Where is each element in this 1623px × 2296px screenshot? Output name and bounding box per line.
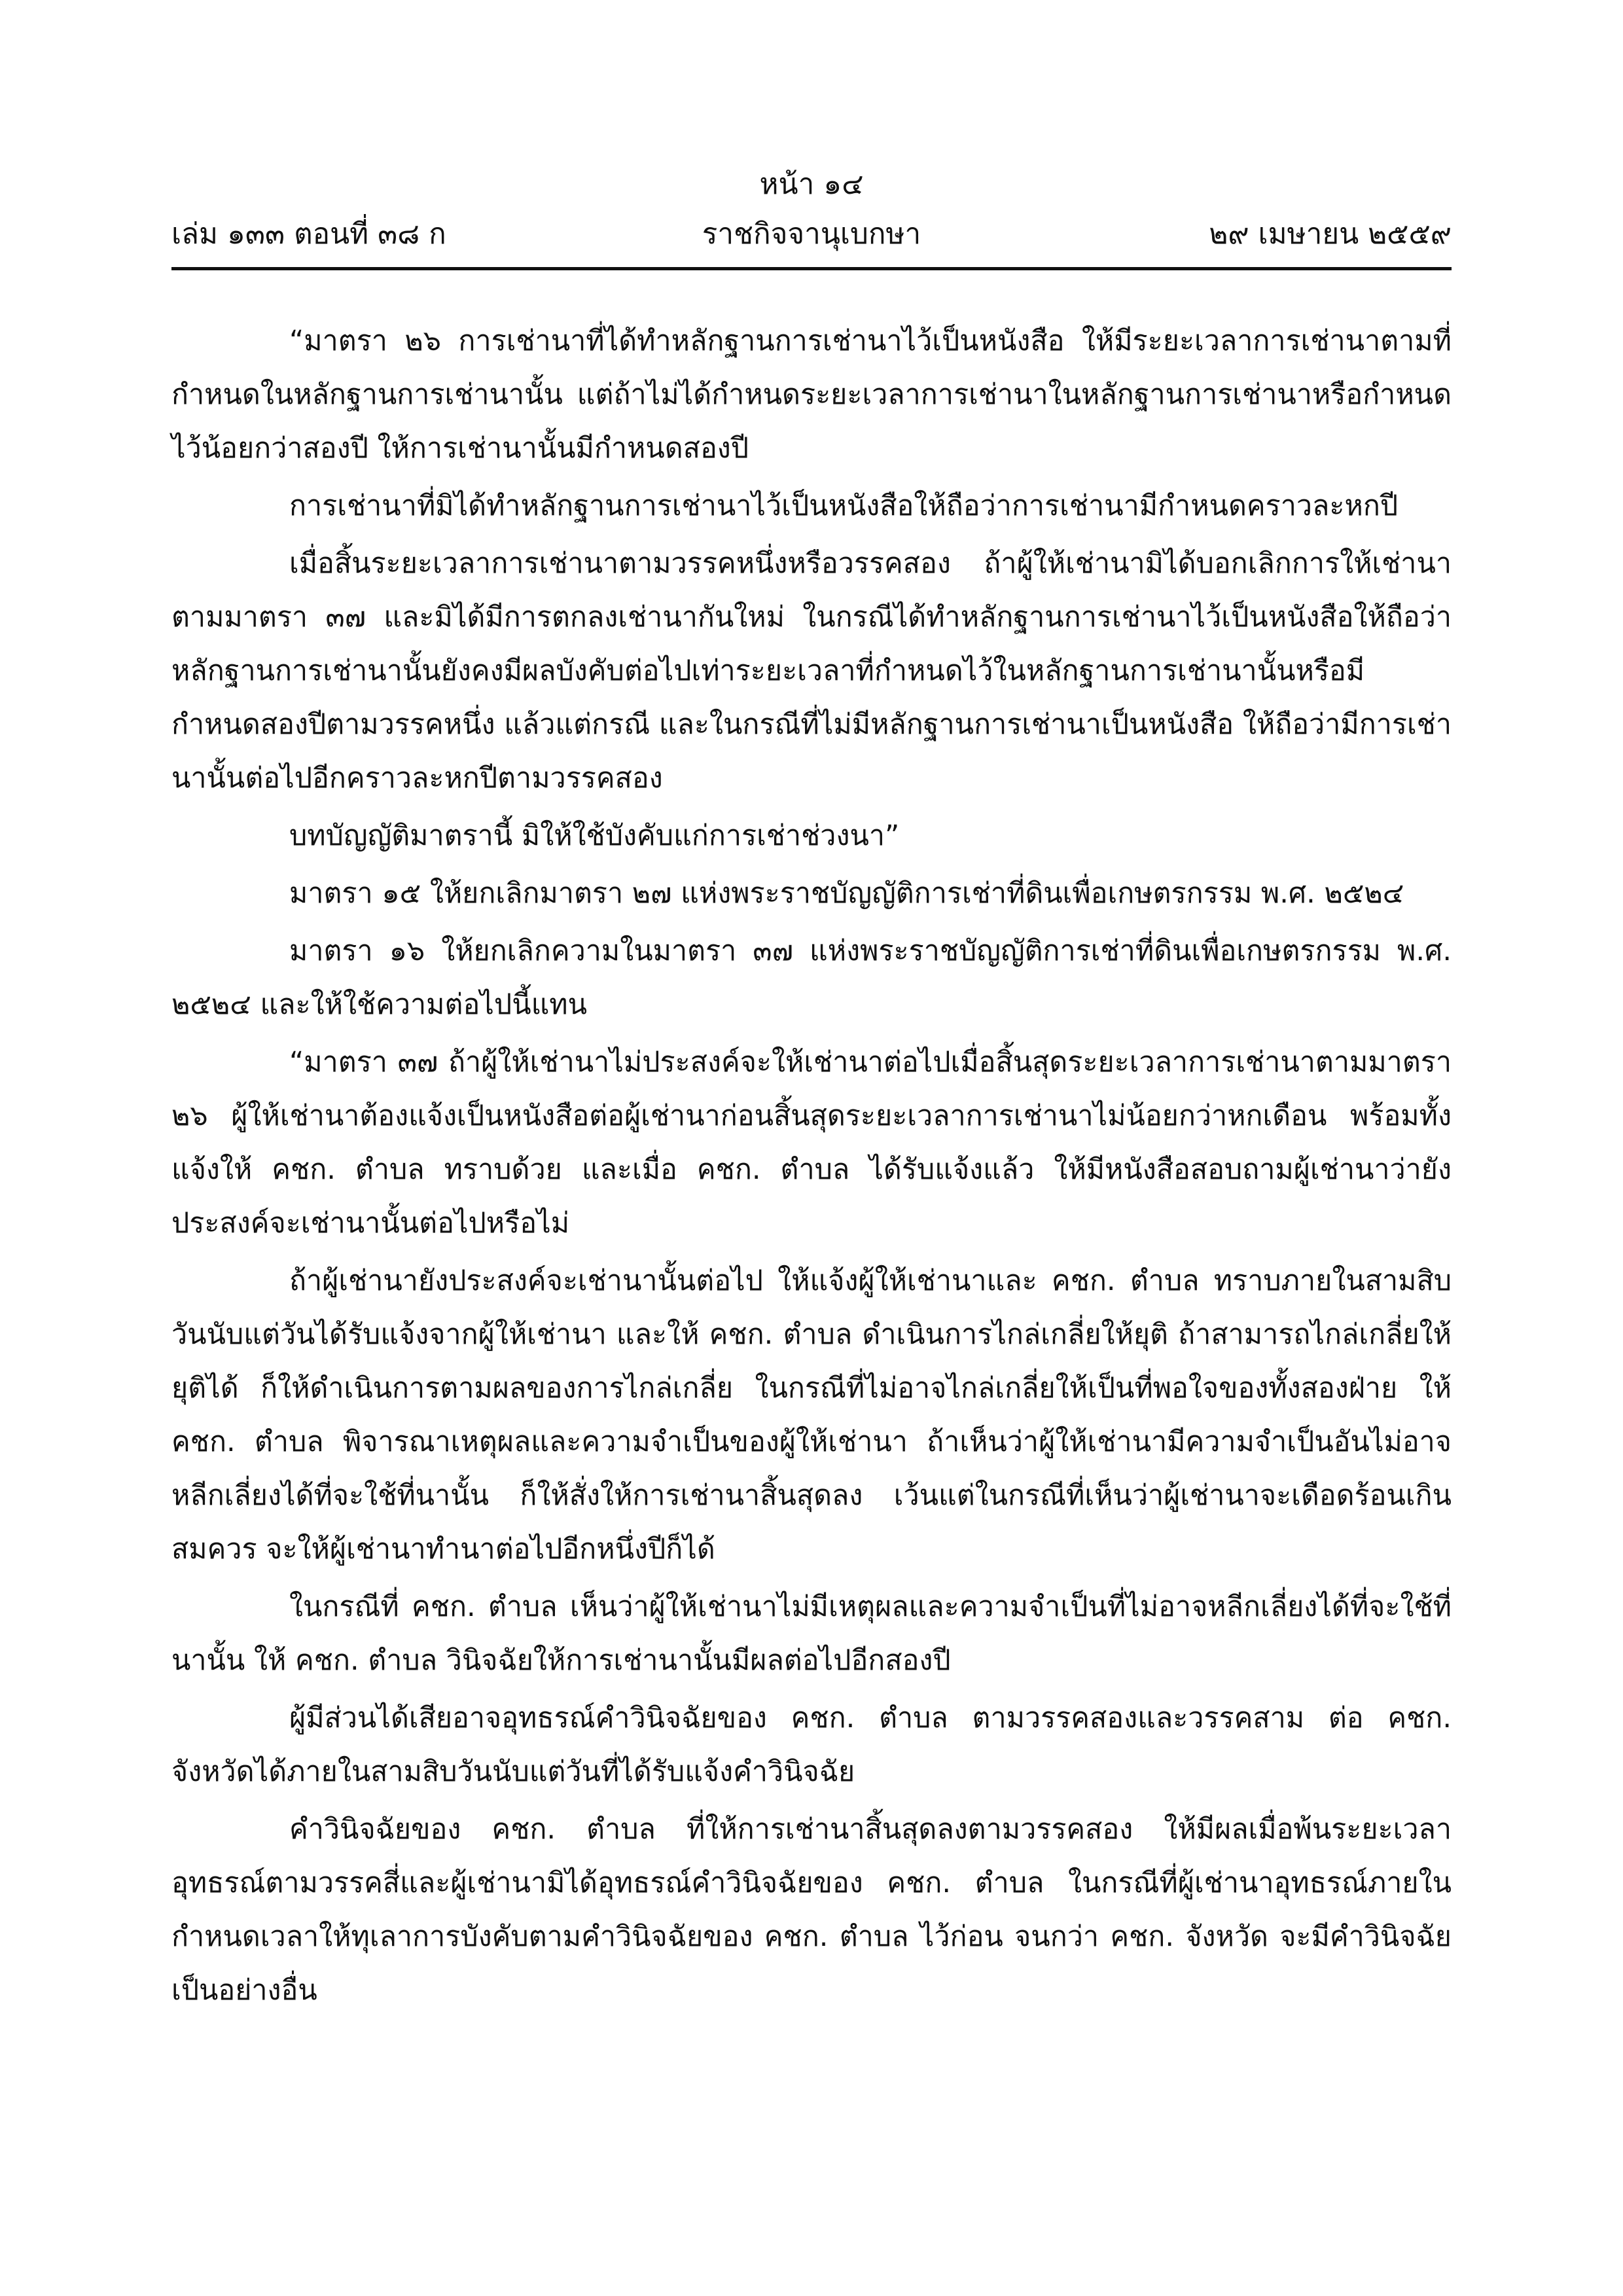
page-number: หน้า ๑๔ [759,168,864,201]
volume-issue: เล่ม ๑๓๓ ตอนที่ ๓๘ ก [171,217,446,251]
paragraph: ผู้มีส่วนได้เสียอาจอุทธรณ์คำวินิจฉัยของ คชก. ตำบล ตามวรรคสองและวรรคสาม ต่อ คชก. จังหวัดได้ภายในสามสิบวันนับแต่วันที่ได้รับแจ้งคำวินิจฉัย [171,1702,1452,1788]
paragraph-section-26: “มาตรา ๒๖ การเช่านาที่ได้ทำหลักฐานการเช่านาไว้เป็นหนังสือ ให้มีระยะเวลาการเช่านาตามที่กำหนดในหลักฐานการเช่านานั้น แต่ถ้าไม่ได้กำหนดระยะเวลาการเช่านาในหลักฐานการเช่านาหรือกำหนดไว้น้อยกว่าสองปี ให้การเช่านานั้นมีกำหนดสองปี [171,325,1452,465]
paragraph: คำวินิจฉัยของ คชก. ตำบล ที่ให้การเช่านาสิ้นสุดลงตามวรรคสอง ให้มีผลเมื่อพ้นระยะเวลาอุทธรณ์ตามวรรคสี่และผู้เช่านามิได้อุทธรณ์คำวินิจฉัยของ คชก. ตำบล ในกรณีที่ผู้เช่านาอุทธรณ์ภายในกำหนดเวลาให้ทุเลาการบังคับตามคำวินิจฉัยของ คชก. ตำบล ไว้ก่อน จนกว่า คชก. จังหวัด จะมีคำวินิจฉัยเป็นอย่างอื่น [171,1813,1452,2007]
paragraph-section-15: มาตรา ๑๕ ให้ยกเลิกมาตรา ๒๗ แห่งพระราชบัญญัติการเช่าที่ดินเพื่อเกษตรกรรม พ.ศ. ๒๕๒๔ [289,877,1404,910]
paragraph: ในกรณีที่ คชก. ตำบล เห็นว่าผู้ให้เช่านาไม่มีเหตุผลและความจำเป็นที่ไม่อาจหลีกเลี่ยงได้ที่จะใช้ที่นานั้น ให้ คชก. ตำบล วินิจฉัยให้การเช่านานั้นมีผลต่อไปอีกสองปี [171,1590,1452,1677]
paragraph-section-16: มาตรา ๑๖ ให้ยกเลิกความในมาตรา ๓๗ แห่งพระราชบัญญัติการเช่าที่ดินเพื่อเกษตรกรรม พ.ศ. ๒๕๒๔ และให้ใช้ความต่อไปนี้แทน [171,935,1452,1021]
header-rule [171,267,1452,270]
paragraph: บทบัญญัติมาตรานี้ มิให้ใช้บังคับแก่การเช่าช่วงนา” [289,819,900,852]
publication-name: ราชกิจจานุเบกษา [702,217,921,251]
paragraph: เมื่อสิ้นระยะเวลาการเช่านาตามวรรคหนึ่งหรือวรรคสอง ถ้าผู้ให้เช่านามิได้บอกเลิกการให้เช่านาตามมาตรา ๓๗ และมิได้มีการตกลงเช่านากันใหม่ ในกรณีได้ทำหลักฐานการเช่านาไว้เป็นหนังสือให้ถือว่าหลักฐานการเช่านานั้นยังคงมีผลบังคับต่อไปเท่าระยะเวลาที่กำหนดไว้ในหลักฐานการเช่านานั้นหรือมีกำหนดสองปีตามวรรคหนึ่ง แล้วแต่กรณี และในกรณีที่ไม่มีหลักฐานการเช่านาเป็นหนังสือ ให้ถือว่ามีการเช่านานั้นต่อไปอีกคราวละหกปีตามวรรคสอง [171,547,1452,795]
paragraph: ถ้าผู้เช่านายังประสงค์จะเช่านานั้นต่อไป ให้แจ้งผู้ให้เช่านาและ คชก. ตำบล ทราบภายในสามสิบวันนับแต่วันได้รับแจ้งจากผู้ให้เช่านา และให้ คชก. ตำบล ดำเนินการไกล่เกลี่ยให้ยุติ ถ้าสามารถไกล่เกลี่ยให้ยุติได้ ก็ให้ดำเนินการตามผลของการไกล่เกลี่ย ในกรณีที่ไม่อาจไกล่เกลี่ยให้เป็นที่พอใจของทั้งสองฝ่าย ให้ คชก. ตำบล พิจารณาเหตุผลและความจำเป็นของผู้ให้เช่านา ถ้าเห็นว่าผู้ให้เช่านามีความจำเป็นอันไม่อาจหลีกเลี่ยงได้ที่จะใช้ที่นานั้น ก็ให้สั่งให้การเช่านาสิ้นสุดลง เว้นแต่ในกรณีที่เห็นว่าผู้เช่านาจะเดือดร้อนเกินสมควร จะให้ผู้เช่านาทำนาต่อไปอีกหนึ่งปีก็ได้ [171,1265,1452,1566]
document-body [171,314,1452,2021]
publication-date: ๒๙ เมษายน ๒๕๕๙ [1209,217,1452,251]
paragraph-section-37: “มาตรา ๓๗ ถ้าผู้ให้เช่านาไม่ประสงค์จะให้เช่านาต่อไปเมื่อสิ้นสุดระยะเวลาการเช่านาตามมาตรา ๒๖ ผู้ให้เช่านาต้องแจ้งเป็นหนังสือต่อผู้เช่านาก่อนสิ้นสุดระยะเวลาการเช่านาไม่น้อยกว่าหกเดือน พร้อมทั้งแจ้งให้ คชก. ตำบล ทราบด้วย และเมื่อ คชก. ตำบล ได้รับแจ้งแล้ว ให้มีหนังสือสอบถามผู้เช่านาว่ายังประสงค์จะเช่านานั้นต่อไปหรือไม่ [171,1046,1452,1240]
paragraph: การเช่านาที่มิได้ทำหลักฐานการเช่านาไว้เป็นหนังสือให้ถือว่าการเช่านามีกำหนดคราวละหกปี [289,490,1399,522]
running-header [171,211,1452,258]
